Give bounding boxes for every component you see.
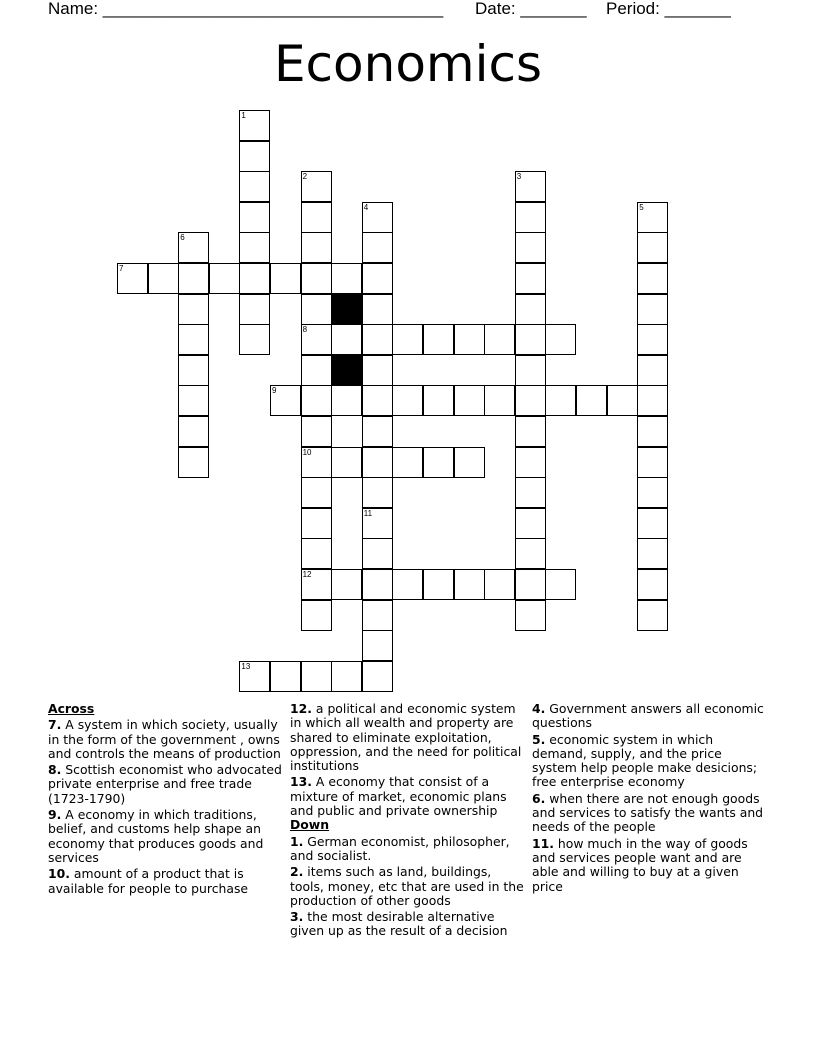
grid-cell[interactable] — [362, 385, 393, 416]
grid-cell[interactable] — [515, 324, 546, 355]
clue-number: 1 — [241, 111, 246, 120]
grid-cell[interactable] — [515, 569, 546, 600]
grid-cell[interactable] — [637, 232, 668, 263]
period-field[interactable]: Period: _______ — [606, 0, 731, 18]
grid-cell[interactable] — [178, 416, 209, 447]
clue-number: 2 — [302, 172, 308, 182]
grid-cell[interactable] — [423, 447, 454, 478]
grid-cell[interactable] — [637, 324, 668, 355]
grid-cell[interactable] — [362, 447, 393, 478]
clue-across-10: 10. amount of a product that is available for people to purchase — [48, 866, 249, 896]
grid-cell[interactable] — [301, 232, 332, 263]
grid-cell[interactable] — [362, 538, 393, 569]
grid-cell[interactable] — [239, 661, 270, 692]
grid-cell[interactable] — [301, 385, 332, 416]
clue-number: 9 — [272, 386, 277, 396]
grid-cell[interactable] — [423, 385, 454, 416]
grid-cell[interactable] — [331, 324, 362, 355]
grid-cell[interactable] — [178, 324, 209, 355]
grid-cell[interactable] — [301, 324, 332, 355]
grid-cell[interactable] — [331, 385, 362, 416]
grid-cell[interactable] — [515, 447, 546, 478]
clue-number: 13 — [241, 661, 251, 671]
grid-cell[interactable] — [637, 294, 668, 325]
clue-number: 6 — [180, 233, 185, 243]
grid-cell[interactable] — [515, 508, 546, 539]
grid-cell[interactable] — [301, 263, 332, 294]
clue-number: 10 — [302, 447, 312, 457]
grid-cell[interactable] — [637, 600, 668, 631]
clue-across-9: 9. A economy in which traditions, belief, and customs help shape an economy that produces goods and services — [48, 807, 264, 865]
name-field[interactable]: Name: ____________________________________ — [48, 0, 444, 18]
grid-cell[interactable] — [301, 447, 332, 478]
down-heading: Down — [290, 817, 330, 833]
grid-cell[interactable] — [515, 355, 546, 386]
grid-cell[interactable] — [515, 263, 546, 294]
grid-cell[interactable] — [454, 569, 485, 600]
grid-cell[interactable] — [392, 324, 423, 355]
grid-cell[interactable] — [515, 294, 546, 325]
grid-cell[interactable] — [515, 171, 546, 202]
grid-cell[interactable] — [515, 538, 546, 569]
grid-cell[interactable] — [239, 294, 270, 325]
grid-cell[interactable] — [239, 263, 270, 294]
grid-cell[interactable] — [362, 294, 393, 325]
grid-cell[interactable] — [484, 385, 515, 416]
grid-cell[interactable] — [301, 416, 332, 447]
clue-across-13: 13. A economy that consist of a mixture of market, economic plans and public and private ownership — [290, 774, 507, 819]
grid-cell[interactable] — [637, 416, 668, 447]
grid-cell[interactable] — [637, 202, 668, 233]
page-title: Economics — [273, 35, 543, 93]
grid-cell[interactable] — [423, 324, 454, 355]
grid-cell[interactable] — [515, 202, 546, 233]
grid-cell[interactable] — [331, 447, 362, 478]
clue-down-5: 5. economic system in which demand, supply, and the price system help people make desicions; free enterprise economy — [532, 731, 758, 790]
grid-cell[interactable] — [301, 569, 332, 600]
grid-cell[interactable] — [392, 569, 423, 600]
grid-cell[interactable] — [454, 447, 485, 478]
grid-cell[interactable] — [637, 538, 668, 569]
grid-cell[interactable] — [331, 661, 362, 692]
grid-cell[interactable] — [270, 385, 301, 416]
clue-down-6: 6. when there are not enough goods and services to satisfy the wants and needs of the people — [532, 790, 764, 835]
clue-number: 12 — [302, 570, 312, 579]
grid-cell[interactable] — [392, 447, 423, 478]
black-square — [331, 294, 362, 325]
grid-cell[interactable] — [637, 447, 668, 478]
clues-column-3 — [532, 702, 768, 894]
grid-cell[interactable] — [270, 661, 301, 692]
grid-cell[interactable] — [239, 141, 270, 172]
clue-number: 11 — [363, 508, 373, 518]
clue-down-4: 4. Government answers all economic questions — [532, 701, 764, 731]
clue-number: 8 — [302, 325, 308, 335]
grid-cell[interactable] — [362, 324, 393, 355]
grid-cell[interactable] — [607, 385, 638, 416]
grid-cell[interactable] — [637, 385, 668, 416]
clue-number: 3 — [516, 172, 522, 182]
grid-cell[interactable] — [117, 263, 148, 294]
grid-cell[interactable] — [362, 355, 393, 386]
date-field[interactable]: Date: _______ — [475, 0, 587, 18]
grid-cell[interactable] — [576, 385, 607, 416]
grid-cell[interactable] — [331, 569, 362, 600]
grid-cell[interactable] — [178, 294, 209, 325]
grid-cell[interactable] — [362, 508, 393, 539]
grid-cell[interactable] — [209, 263, 240, 294]
grid-cell[interactable] — [515, 385, 546, 416]
grid-cell[interactable] — [637, 263, 668, 294]
grid-cell[interactable] — [301, 477, 332, 508]
grid-cell[interactable] — [545, 385, 576, 416]
grid-cell[interactable] — [178, 447, 209, 478]
grid-cell[interactable] — [362, 477, 393, 508]
grid-cell[interactable] — [545, 324, 576, 355]
grid-cell[interactable] — [239, 232, 270, 263]
grid-cell[interactable] — [239, 202, 270, 233]
grid-cell[interactable] — [454, 324, 485, 355]
grid-cell[interactable] — [362, 661, 393, 692]
grid-cell[interactable] — [301, 294, 332, 325]
grid-cell[interactable] — [148, 263, 179, 294]
grid-cell[interactable] — [362, 416, 393, 447]
grid-cell[interactable] — [362, 569, 393, 600]
grid-cell[interactable] — [515, 416, 546, 447]
clue-number: 5 — [639, 202, 644, 212]
clue-down-11: 11. how much in the way of goods and services people want and are able and willing to buy at a given price — [532, 835, 748, 894]
grid-cell[interactable] — [515, 477, 546, 508]
grid-cell[interactable] — [178, 385, 209, 416]
grid-cell[interactable] — [515, 600, 546, 631]
grid-cell[interactable] — [545, 569, 576, 600]
grid-cell[interactable] — [423, 569, 454, 600]
grid-cell[interactable] — [239, 324, 270, 355]
clue-number: 7 — [119, 264, 124, 273]
grid-cell[interactable] — [515, 232, 546, 263]
grid-cell[interactable] — [301, 538, 332, 569]
grid-cell[interactable] — [454, 385, 485, 416]
clue-number: 4 — [363, 202, 369, 212]
clue-across-8: 8. Scottish economist who advocated private enterprise and free trade (1723-1790) — [48, 762, 282, 806]
grid-cell[interactable] — [239, 110, 270, 141]
grid-cell[interactable] — [178, 232, 209, 263]
grid-cell[interactable] — [484, 324, 515, 355]
grid-cell[interactable] — [301, 508, 332, 539]
across-heading: Across — [48, 701, 95, 716]
grid-cell[interactable] — [301, 171, 332, 202]
grid-cell[interactable] — [637, 569, 668, 600]
grid-cell[interactable] — [637, 508, 668, 539]
clue-across-7: 7. A system in which society, usually in the form of the government , owns and controls the means of production — [48, 717, 281, 761]
grid-cell[interactable] — [178, 355, 209, 386]
grid-cell[interactable] — [637, 477, 668, 508]
black-square — [331, 355, 362, 386]
grid-cell[interactable] — [331, 263, 362, 294]
grid-cell[interactable] — [362, 232, 393, 263]
clue-down-1: 1. German economist, philosopher, and socialist. — [290, 833, 510, 863]
grid-cell[interactable] — [301, 202, 332, 233]
grid-cell[interactable] — [301, 661, 332, 692]
grid-cell[interactable] — [301, 355, 332, 386]
clues-column-2 — [290, 702, 526, 939]
clue-down-2: 2. items such as land, buildings, tools, money, etc that are used in the production of other goods — [290, 864, 524, 908]
grid-cell[interactable] — [362, 600, 393, 631]
grid-cell[interactable] — [637, 355, 668, 386]
clue-across-12: 12. a political and economic system in which all wealth and property are shared to eliminate exploitation, oppression, and the need for political institutions — [290, 701, 522, 774]
grid-cell[interactable] — [301, 600, 332, 631]
grid-cell[interactable] — [484, 569, 515, 600]
grid-cell[interactable] — [239, 171, 270, 202]
grid-cell[interactable] — [362, 630, 393, 661]
grid-cell[interactable] — [178, 263, 209, 294]
grid-cell[interactable] — [362, 263, 393, 294]
clues-column-1 — [48, 702, 284, 896]
clue-down-3: 3. the most desirable alternative given up as the result of a decision — [290, 909, 508, 939]
grid-cell[interactable] — [270, 263, 301, 294]
grid-cell[interactable] — [392, 385, 423, 416]
grid-cell[interactable] — [362, 202, 393, 233]
